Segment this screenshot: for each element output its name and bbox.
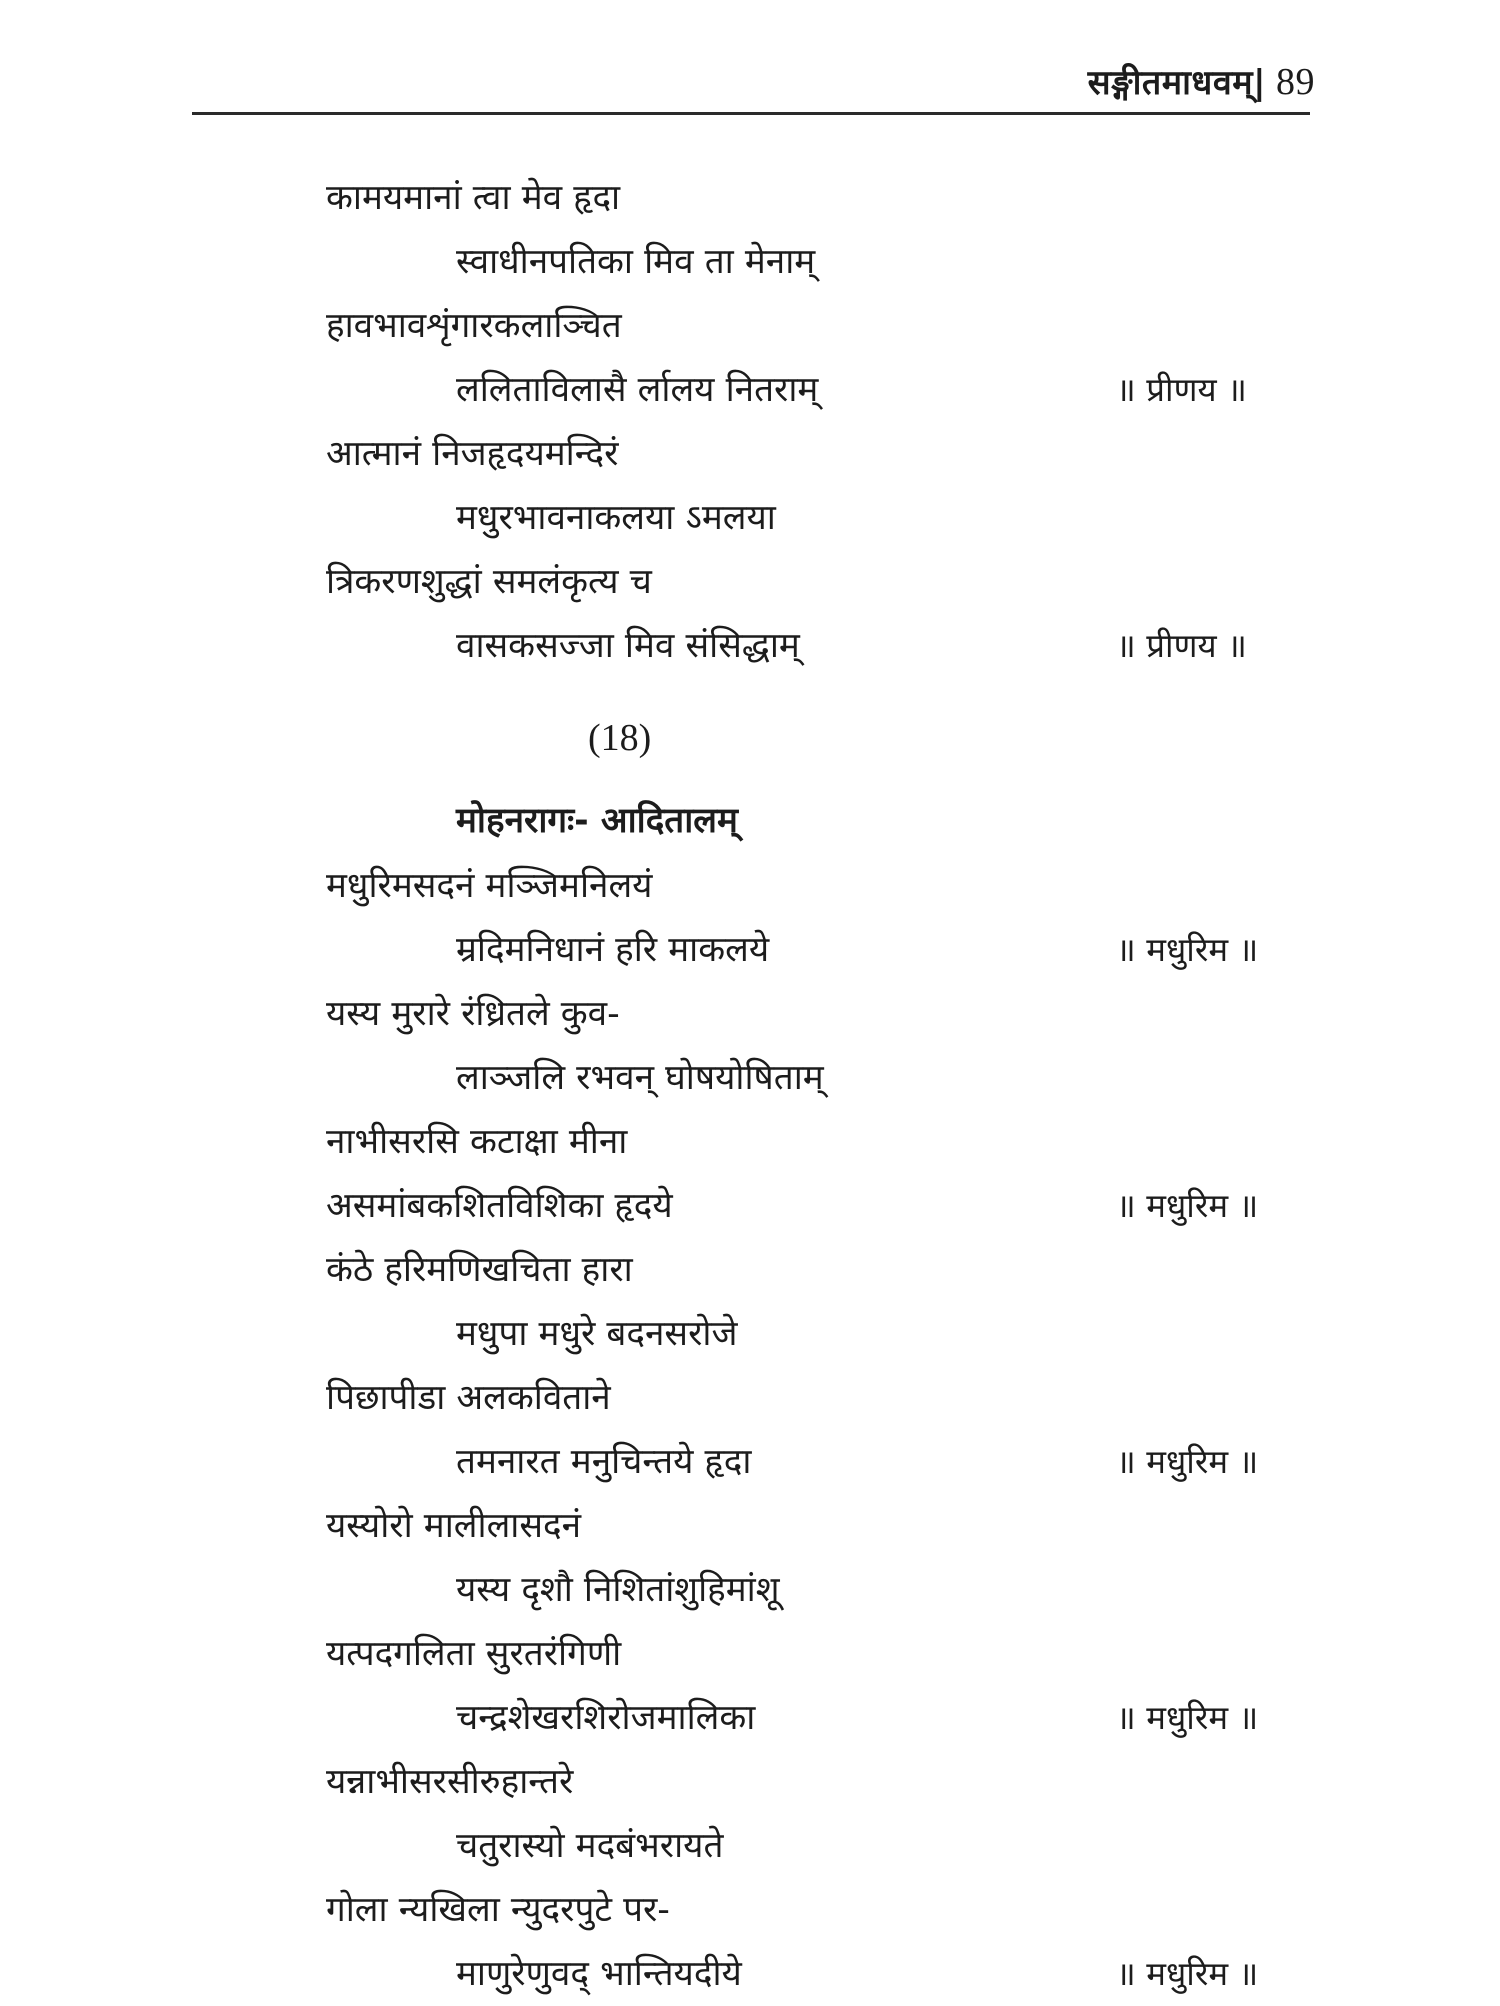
verse-line [326, 918, 1286, 982]
verse-line [326, 1686, 1286, 1750]
verse-text: असमांबकशितविशिका हृदये [326, 1186, 673, 1226]
verse-line [326, 854, 1286, 918]
verse-text: लाञ्जलि रभवन् घोषयोषिताम् [456, 1058, 824, 1098]
verse-line [326, 1110, 1286, 1174]
verse-text: कंठे हरिमणिखचिता हारा [326, 1250, 633, 1290]
refrain-marker: ॥ मधुरिम ॥ [1116, 930, 1259, 969]
refrain-marker: ॥ प्रीणय ॥ [1116, 626, 1247, 665]
verse-text: यस्य मुरारे रंध्रितले कुव- [326, 994, 620, 1034]
verse-line [326, 1046, 1286, 1110]
verse-text: यस्योरो मालीलासदनं [326, 1506, 582, 1546]
verse-line [326, 1430, 1286, 1494]
verse-line [326, 1494, 1286, 1558]
verse-line [326, 550, 1286, 614]
verse-section-2 [326, 854, 1286, 2006]
verse-line [326, 982, 1286, 1046]
refrain-marker: ॥ मधुरिम ॥ [1116, 1954, 1259, 1993]
section-number: (18) [588, 717, 652, 759]
verse-line [326, 422, 1286, 486]
verse-text: यत्पदगलिता सुरतरंगिणी [326, 1634, 622, 1674]
verse-line [326, 358, 1286, 422]
verse-line [326, 230, 1286, 294]
verse-line [326, 1558, 1286, 1622]
verse-text: कामयमानां त्वा मेव हृदा [326, 178, 621, 218]
verse-text: तमनारत मनुचिन्तये हृदा [456, 1442, 752, 1482]
verse-line [326, 1174, 1286, 1238]
raga-tala-heading: मोहनरागः- आदितालम् [456, 801, 738, 841]
refrain-marker: ॥ मधुरिम ॥ [1116, 1186, 1259, 1225]
verse-text: यस्य दृशौ निशितांशुहिमांशू [456, 1570, 780, 1610]
verse-text: गोला न्यखिला न्युदरपुटे पर- [326, 1890, 670, 1930]
page-number: 89 [1276, 61, 1315, 103]
verse-text: स्वाधीनपतिका मिव ता मेनाम् [456, 242, 816, 282]
verse-text: चन्द्रशेखरशिरोजमालिका [456, 1698, 756, 1738]
verse-line [326, 1366, 1286, 1430]
verse-text: चतुरास्यो मदबंभरायते [456, 1826, 724, 1866]
verse-text: नाभीसरसि कटाक्षा मीना [326, 1122, 628, 1162]
verse-text: त्रिकरणशुद्धां समलंकृत्य च [326, 562, 652, 602]
verse-line [326, 614, 1286, 678]
verse-text: माणुरेणुवद् भान्तियदीये [456, 1954, 742, 1994]
verse-section-1 [326, 166, 1286, 678]
verse-text: मधुरभावनाकलया ऽमलया [456, 498, 776, 538]
verse-text: आत्मानं निजहृदयमन्दिरं [326, 434, 619, 474]
header-rule [192, 112, 1310, 115]
book-title: सङ्गीतमाधवम्| [1087, 63, 1266, 103]
verse-text: वासकसज्जा मिव संसिद्धाम् [456, 626, 800, 666]
verse-text: पिछापीडा अलकविताने [326, 1378, 611, 1418]
verse-line [326, 1942, 1286, 2006]
page-body [326, 166, 1286, 2006]
running-header [1088, 58, 1315, 104]
verse-line [326, 1302, 1286, 1366]
verse-text: ललिताविलासै र्लालय नितराम् [456, 370, 819, 410]
refrain-marker: ॥ मधुरिम ॥ [1116, 1442, 1259, 1481]
verse-text: यन्नाभीसरसीरुहान्तरे [326, 1762, 574, 1802]
verse-text: हावभावशृंगारकलाञ्चित [326, 306, 622, 346]
refrain-marker: ॥ मधुरिम ॥ [1116, 1698, 1259, 1737]
verse-line [326, 1238, 1286, 1302]
verse-text: मधुरिमसदनं मञ्जिमनिलयं [326, 866, 653, 906]
verse-line [326, 1750, 1286, 1814]
verse-text: म्रदिमनिधानं हरि माकलये [456, 930, 770, 970]
refrain-marker: ॥ प्रीणय ॥ [1116, 370, 1247, 409]
verse-line [326, 486, 1286, 550]
verse-line [326, 166, 1286, 230]
verse-line [326, 294, 1286, 358]
verse-line [326, 1622, 1286, 1686]
verse-text: मधुपा मधुरे बदनसरोजे [456, 1314, 738, 1354]
verse-line [326, 1878, 1286, 1942]
verse-line [326, 1814, 1286, 1878]
